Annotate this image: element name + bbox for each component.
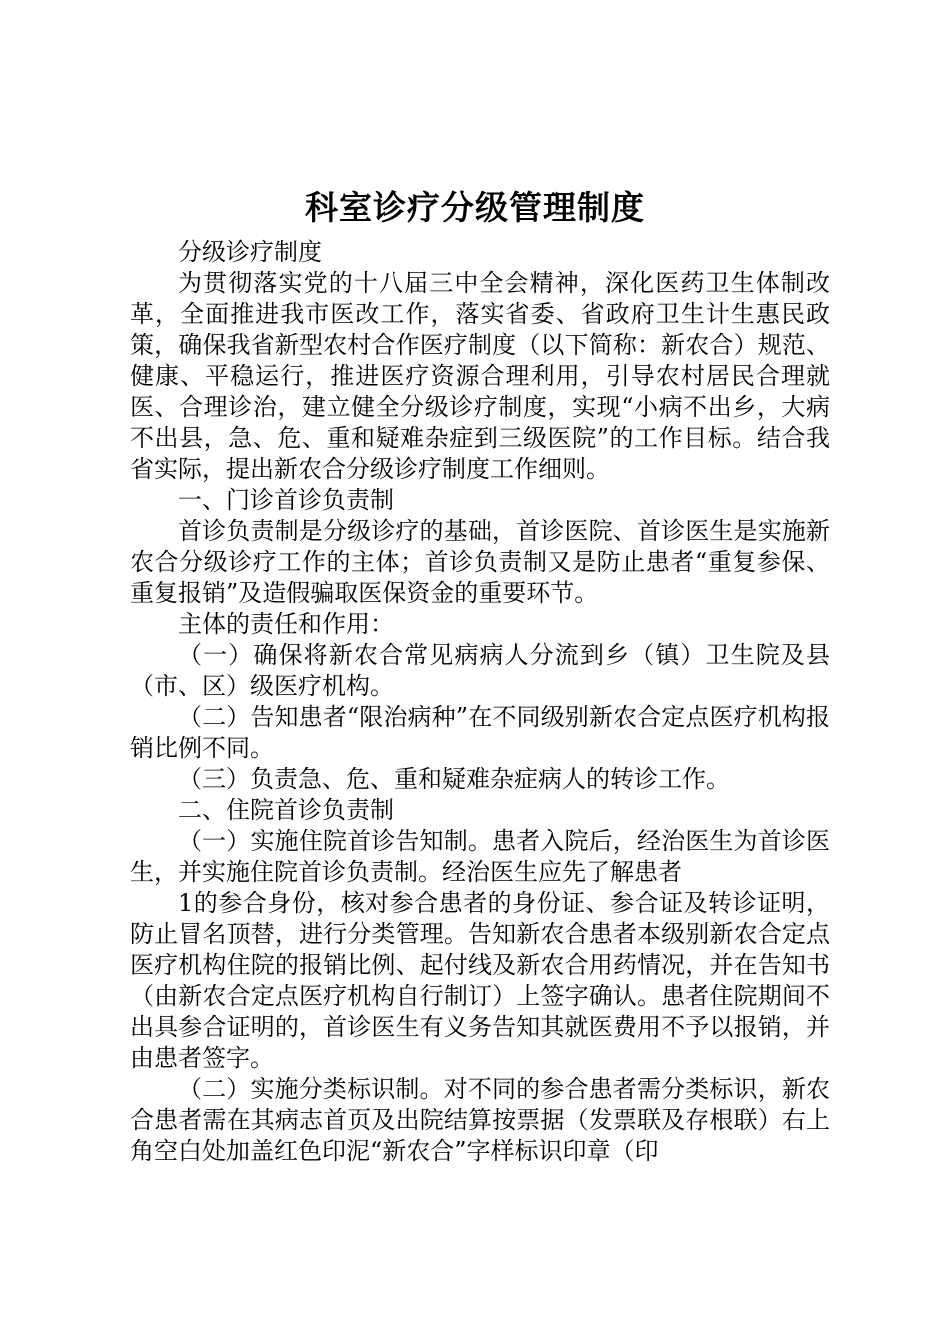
paragraph-heading: 分级诊疗制度 (178, 238, 322, 266)
list-item: （一）实施住院首诊告知制。患者入院后，经治医生为首诊医生，并实施住院首诊负责制。经治医生应先了解患者 (130, 827, 830, 886)
list-item: （三）负责急、危、重和疑难杂症病人的转诊工作。 (178, 765, 730, 793)
paragraph-intro: 为贯彻落实党的十八届三中全会精神，深化医药卫生体制改革，全面推进我市医改工作，落实省委、省政府卫生计生惠民政策，确保我省新型农村合作医疗制度（以下简称：新农合）规范、健康、平稳运行，推进医疗资源合理利用，引导农村居民合理就医、合理诊治，建立健全分级诊疗制度，实现“小病不出乡，大病不出县，急、危、重和疑难杂症到三级医院”的工作目标。结合我省实际，提出新农合分级诊疗制度工作细则。 (130, 269, 830, 483)
document-title: 科室诊疗分级管理制度 (305, 188, 645, 227)
paragraph: 主体的责任和作用： (178, 610, 394, 638)
document-body (130, 237, 830, 1167)
list-item: （一）确保将新农合常见病病人分流到乡（镇）卫生院及县（市、区）级医疗机构。 (130, 641, 830, 700)
list-item: （二）实施分类标识制。对不同的参合患者需分类标识，新农合患者需在其病志首页及出院结算按票据（发票联及存根联）右上角空白处加盖红色印泥“新农合”字样标识印章（印 (130, 1075, 830, 1165)
list-item: （二）告知患者“限治病种”在不同级别新农合定点医疗机构报销比例不同。 (130, 703, 830, 762)
section-heading-1: 一、门诊首诊负责制 (178, 486, 394, 514)
paragraph: 1的参合身份，核对参合患者的身份证、参合证及转诊证明，防止冒名顶替，进行分类管理。告知新农合患者本级别新农合定点医疗机构住院的报销比例、起付线及新农合用药情况，并在告知书（由新农合定点医疗机构自行制订）上签字确认。患者住院期间不出具参合证明的，首诊医生有义务告知其就医费用不予以报销，并由患者签字。 (130, 889, 830, 1072)
section-heading-2: 二、住院首诊负责制 (178, 796, 394, 824)
paragraph: 首诊负责制是分级诊疗的基础，首诊医院、首诊医生是实施新农合分级诊疗工作的主体；首诊负责制又是防止患者“重复参保、重复报销”及造假骗取医保资金的重要环节。 (130, 517, 830, 607)
